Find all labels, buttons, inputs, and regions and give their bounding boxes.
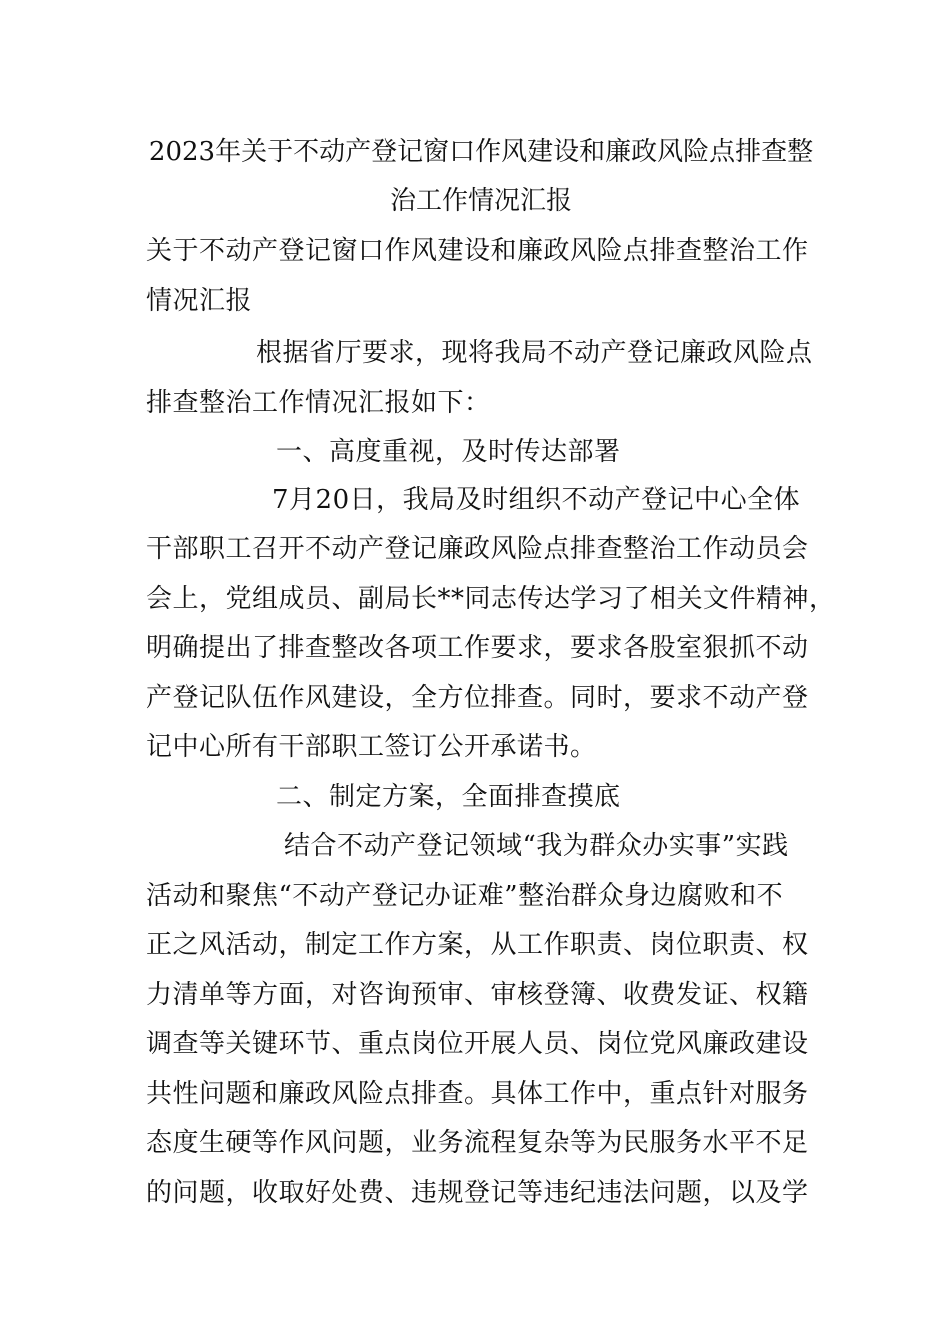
section2-line-2: 活动和聚焦“不动产登记办证难”整治群众身边腐败和不 <box>146 881 784 911</box>
section2-line-7: 态度生硬等作风问题，业务流程复杂等为民服务水平不足 <box>146 1128 809 1158</box>
section1-line-4: 明确提出了排查整改各项工作要求，要求各股室狠抓不动 <box>146 633 809 663</box>
subtitle-line-2: 情况汇报 <box>146 286 253 316</box>
intro-line-2: 排查整治工作情况汇报如下： <box>146 388 491 418</box>
document-title-line-1: 2023年关于不动产登记窗口作风建设和廉政风险点排查整 <box>148 137 814 167</box>
section-heading-2: 二、制定方案，全面排查摸底 <box>276 782 621 812</box>
section1-line-2: 干部职工召开不动产登记廉政风险点排查整治工作动员会 <box>146 534 809 564</box>
section1-line-6: 记中心所有干部职工签订公开承诺书。 <box>146 732 597 762</box>
section2-line-5: 调查等关键环节、重点岗位开展人员、岗位党风廉政建设 <box>146 1029 809 1059</box>
document-title-line-2: 治工作情况汇报 <box>389 186 572 216</box>
section2-line-1: 结合不动产登记领域“我为群众办实事”实践 <box>284 831 789 861</box>
intro-line-1: 根据省厅要求，现将我局不动产登记廉政风险点 <box>256 338 813 368</box>
section2-line-6: 共性问题和廉政风险点排查。具体工作中，重点针对服务 <box>146 1079 809 1109</box>
section-heading-1: 一、高度重视，及时传达部署 <box>276 437 621 467</box>
section2-line-8: 的问题，收取好处费、违规登记等违纪违法问题，以及学 <box>146 1178 809 1208</box>
section2-line-4: 力清单等方面，对咨询预审、审核登簿、收费发证、权籍 <box>146 980 809 1010</box>
section2-line-3: 正之风活动，制定工作方案，从工作职责、岗位职责、权 <box>146 930 809 960</box>
section1-line-3: 会上，党组成员、副局长**同志传达学习了相关文件精神， <box>146 584 836 614</box>
section1-line-5: 产登记队伍作风建设，全方位排查。同时，要求不动产登 <box>146 683 809 713</box>
section1-line-1: 7月20日，我局及时组织不动产登记中心全体 <box>272 485 801 515</box>
subtitle-line-1: 关于不动产登记窗口作风建设和廉政风险点排查整治工作 <box>146 236 809 266</box>
